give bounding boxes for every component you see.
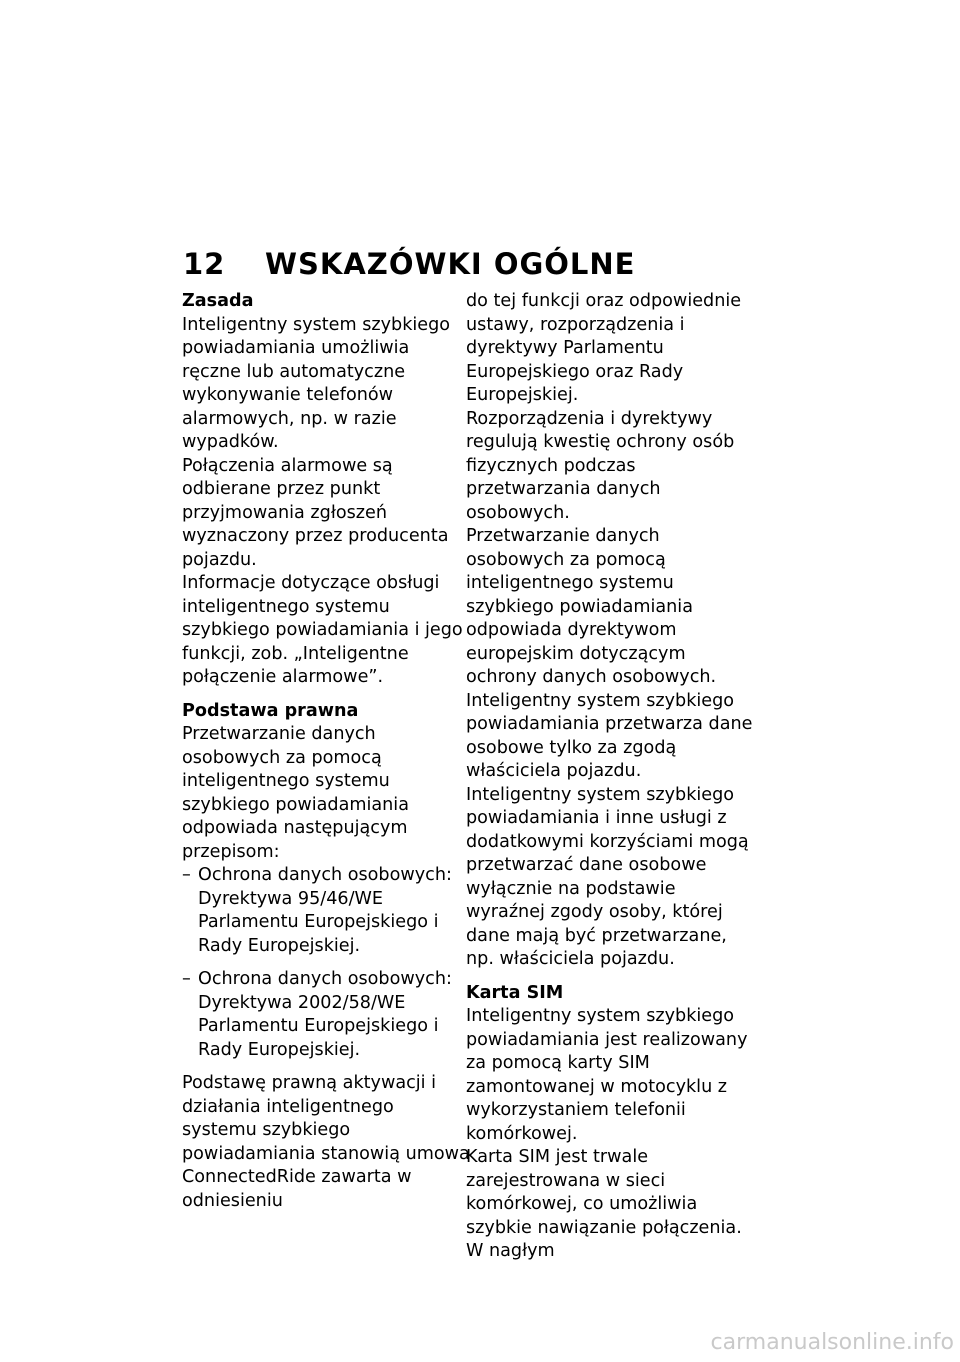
list-item: – Ochrona danych osobowych: Dyrektywa 2002/58/WE Parlamentu Europejskiego i Rady Europejskiej. bbox=[182, 969, 452, 1060]
right-column bbox=[466, 290, 756, 1264]
section-heading-karta-sim: Karta SIM bbox=[466, 982, 564, 1003]
list-marker: – bbox=[182, 969, 191, 989]
page-header bbox=[183, 246, 783, 282]
paragraph: Przetwarzanie danych osobowych za pomocą inteligentnego systemu szybkiego powiadamiania odpowiada następującym przepisom: bbox=[182, 724, 409, 862]
paragraph: Rozporządzenia i dyrektywy regulują kwestię ochrony osób fizycznych podczas przetwarzania danych osobowych. bbox=[466, 408, 735, 523]
paragraph: Informacje dotyczące obsługi inteligentnego systemu szybkiego powiadamiania i jego funkcji, zob. „Inteligentne połączenie alarmowe”. bbox=[182, 573, 463, 687]
paragraph: Karta SIM jest trwale zarejestrowana w sieci komórkowej, co umożliwia szybkie nawiązanie połączenia. W nagłym bbox=[466, 1147, 742, 1261]
paragraph: Inteligentny system szybkiego powiadamiania przetwarza dane osobowe tylko za zgodą właściciela pojazdu. bbox=[466, 690, 753, 781]
chapter-title: WSKAZÓWKI OGÓLNE bbox=[265, 247, 636, 281]
paragraph: do tej funkcji oraz odpowiednie ustawy, rozporządzenia i dyrektywy Parlamentu Europejskiego oraz Rady Europejskiej. bbox=[466, 291, 742, 405]
section-heading-podstawa-prawna: Podstawa prawna bbox=[182, 700, 359, 721]
paragraph: Inteligentny system szybkiego powiadamiania i inne usługi z dodatkowymi korzyściami mogą przetwarzać dane osobowe wyłącznie na podstawie wyraźnej zgody osoby, której dane mają być przetwarzane, np. właściciela pojazdu. bbox=[466, 784, 749, 969]
paragraph: Inteligentny system szybkiego powiadamiania umożliwia ręczne lub automatyczne wykonywanie telefonów alarmowych, np. w razie wypadków. bbox=[182, 314, 451, 452]
paragraph: Połączenia alarmowe są odbierane przez punkt przyjmowania zgłoszeń wyznaczony przez producenta pojazdu. bbox=[182, 455, 449, 570]
paragraph: Podstawę prawną aktywacji i działania inteligentnego systemu szybkiego powiadamiania stanowią umowa ConnectedRide zawarta w odniesieniu bbox=[182, 1073, 470, 1211]
regulation-list bbox=[182, 864, 472, 1062]
list-marker: – bbox=[182, 865, 191, 885]
list-item: – Ochrona danych osobowych: Dyrektywa 95/46/WE Parlamentu Europejskiego i Rady Europejskiej. bbox=[182, 865, 452, 956]
watermark: carmanualsonline.info bbox=[710, 1330, 954, 1355]
page-number: 12 bbox=[183, 247, 226, 281]
section-heading-zasada: Zasada bbox=[182, 291, 254, 311]
left-column bbox=[182, 290, 472, 1213]
paragraph: Inteligentny system szybkiego powiadamiania jest realizowany za pomocą karty SIM zamontowanej w motocyklu z wykorzystaniem telefonii komórkowej. bbox=[466, 1006, 748, 1144]
paragraph: Przetwarzanie danych osobowych za pomocą inteligentnego systemu szybkiego powiadamiania odpowiada dyrektywom europejskim dotyczącym ochrony danych osobowych. bbox=[466, 526, 717, 687]
